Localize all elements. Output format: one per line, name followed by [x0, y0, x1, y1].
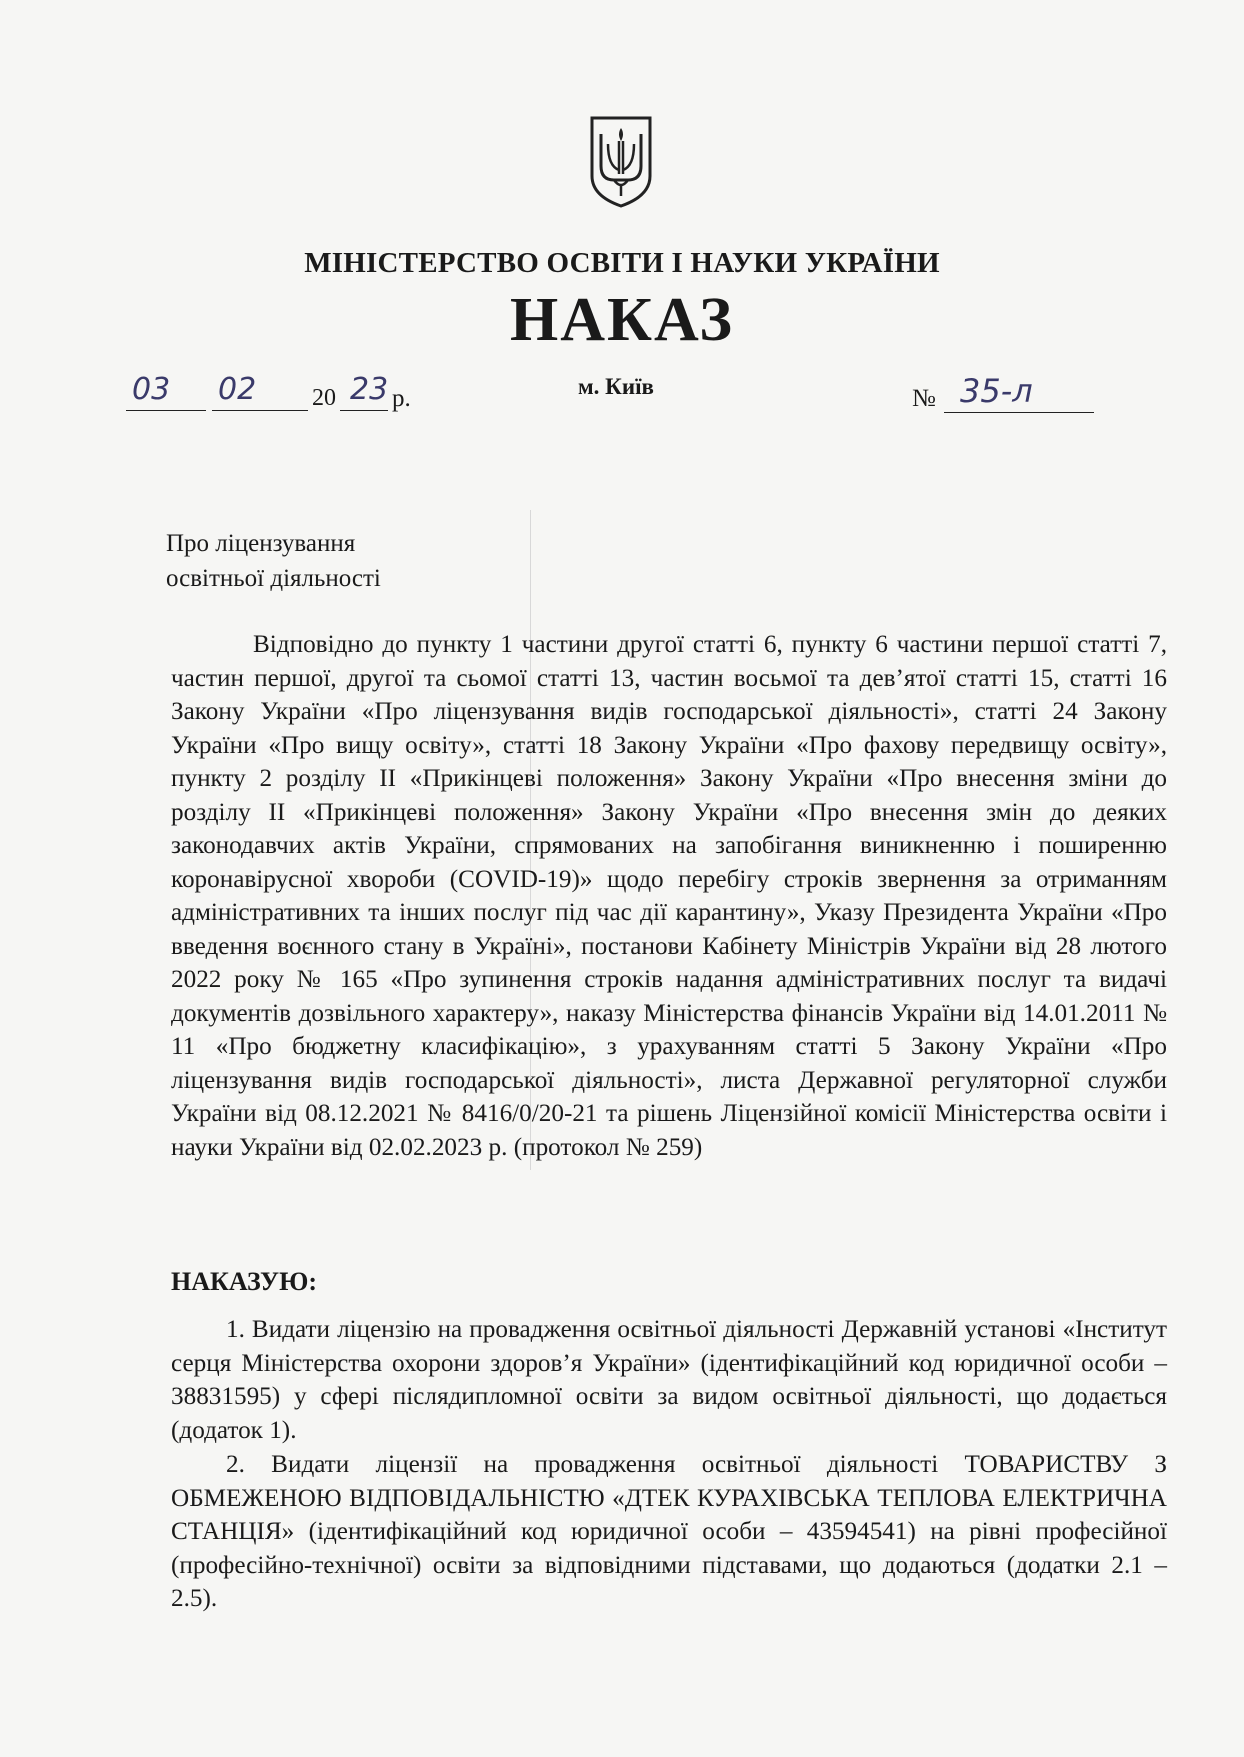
document-number [912, 372, 1102, 412]
legal-basis-paragraph: Відповідно до пункту 1 частини другої статті 6, пункту 6 частини першої статті 7, частин першої, другої та сьомої статті 13, частин восьмої та дев’ятої статті 15, статті 16 Закону України «Про ліцензування видів господарської діяльності», статті 24 Закону України «Про вищу освіту», статті 18 Закону України «Про фахову передвищу освіту», пункту 2 розділу II «Прикінцеві положення» Закону України «Про внесення зміни до розділу II «Прикінцеві положення» Закону України «Про внесення змін до деяких законодавчих актів України, спрямованих на запобігання виникненню і поширенню коронавірусної хвороби (COVID-19)» щодо перебігу строків звернення за отриманням адміністративних та інших послуг під час дії карантину», Указу Президента України «Про введення воєнного стану в Україні», постанови Кабінету Міністрів України від 28 лютого 2022 року № 165 «Про зупинення строків надання адміністративних послуг та видачі документів дозвільного характеру», наказу Міністерства фінансів України від 14.01.2011 № 11 «Про бюджетну класифікацію», з урахуванням статті 5 Закону України «Про ліцензування видів господарської діяльності», листа Державної регуляторної служби України від 08.12.2021 № 8416/0/20-21 та рішень Ліцензійної комісії Міністерства освіти і науки України від 02.02.2023 р. (протокол № 259) [171, 631, 1167, 1161]
date-century: 20 [312, 385, 336, 411]
document-date [126, 372, 426, 416]
number-value: 35-л [960, 372, 1033, 410]
document-type-title: НАКАЗ [510, 286, 734, 354]
order-heading: НАКАЗУЮ: [171, 1267, 318, 1296]
subject-line-1: Про ліцензування [166, 530, 356, 557]
date-day-underline [126, 410, 206, 411]
number-underline [944, 412, 1094, 413]
order-item-1: 1. Видати ліцензію на провадження освітньої діяльності Державній установі «Інститут серця Міністерства охорони здоров’я України» (ідентифікаційний код юридичної особи – 38831595) у сфері післядипломної освіти за видом освітньої діяльності, що додається (додаток 1). [171, 1316, 1167, 1444]
city: м. Київ [578, 374, 654, 399]
ministry-name: МІНІСТЕРСТВО ОСВІТИ І НАУКИ УКРАЇНИ [304, 247, 940, 279]
trident-emblem-icon [586, 114, 656, 210]
date-month: 02 [218, 372, 257, 407]
subject-line-2: освітньої діяльності [166, 565, 381, 592]
date-suffix: р. [392, 385, 411, 412]
document-subject [166, 526, 381, 596]
date-year: 23 [350, 372, 389, 407]
number-sign: № [912, 385, 936, 412]
date-year-underline [340, 410, 388, 411]
date-day: 03 [132, 372, 171, 407]
order-item-2: 2. Видати ліцензії на провадження освітньої діяльності ТОВАРИСТВУ З ОБМЕЖЕНОЮ ВІДПОВІДАЛЬНІСТЮ «ДТЕК КУРАХІВСЬКА ТЕПЛОВА ЕЛЕКТРИЧНА СТАНЦІЯ» (ідентифікаційний код юридичної особи – 43594541) на рівні професійної (професійно-технічної) освіти за відповідними підставами, що додаються (додатки 2.1 – 2.5). [171, 1451, 1167, 1612]
date-month-underline [212, 410, 308, 411]
